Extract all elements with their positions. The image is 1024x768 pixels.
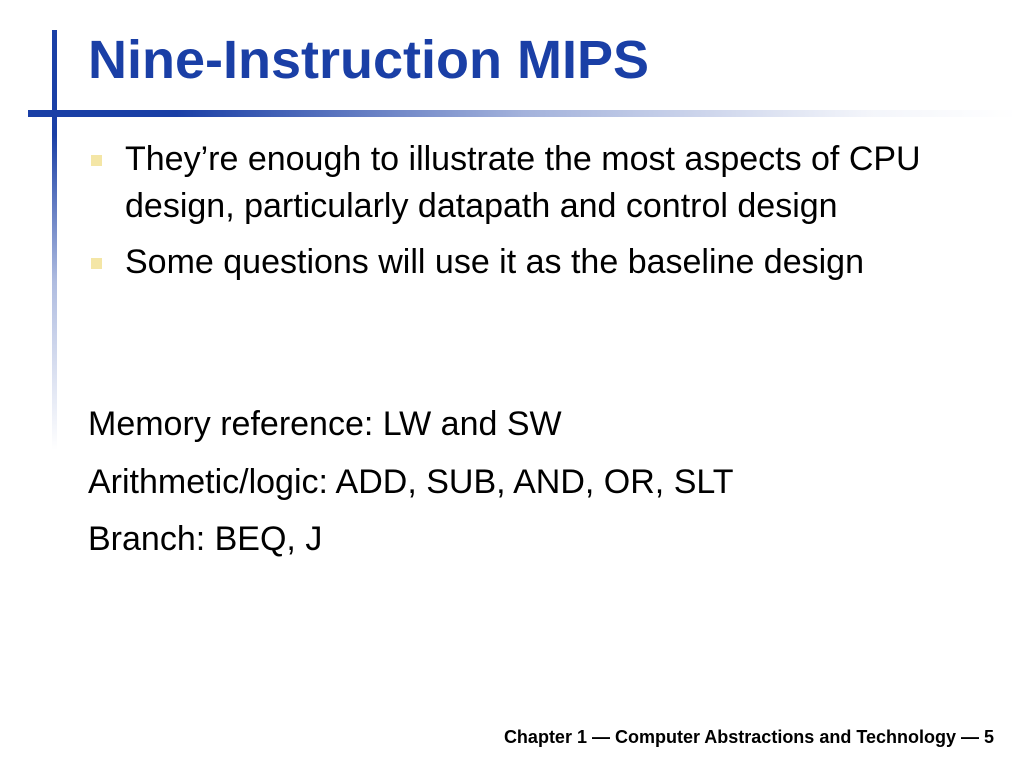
bullet-item <box>88 136 1008 230</box>
bullet-text: They’re enough to illustrate the most aspects of CPU design, particularly datapath and control design <box>125 140 921 225</box>
bullet-list <box>88 136 1008 295</box>
branch-line: Branch: BEQ, J <box>88 520 323 558</box>
slide-title: Nine-Instruction MIPS <box>88 30 650 90</box>
arithmetic-logic-line: Arithmetic/logic: ADD, SUB, AND, OR, SLT <box>88 463 734 501</box>
memory-reference-line: Memory reference: LW and SW <box>88 405 562 443</box>
horizontal-accent-bar <box>28 110 1018 117</box>
square-bullet-icon <box>91 258 102 269</box>
bullet-text: Some questions will use it as the baseline design <box>125 243 864 281</box>
bullet-item <box>88 239 1008 286</box>
slide-footer: Chapter 1 — Computer Abstractions and Technology — 5 <box>503 727 994 747</box>
square-bullet-icon <box>91 155 102 166</box>
vertical-accent-bar <box>52 30 57 450</box>
